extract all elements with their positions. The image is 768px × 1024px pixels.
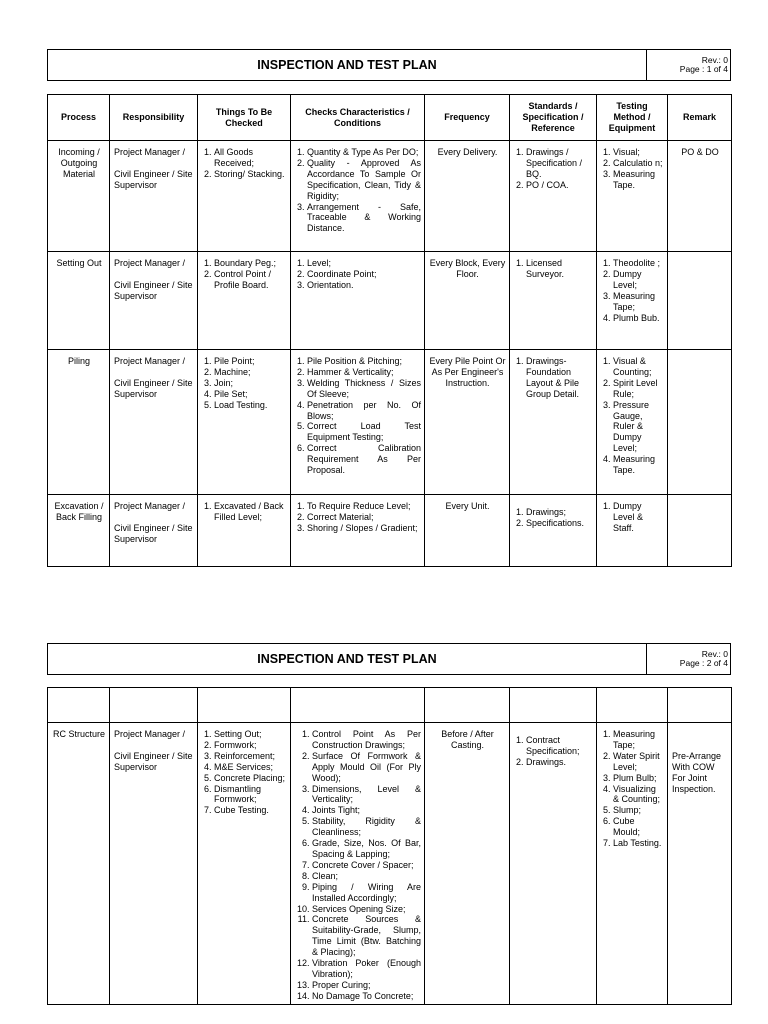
responsibility-cell bbox=[110, 495, 198, 567]
list-item: 3. Reinforcement; bbox=[214, 751, 287, 762]
testing-cell bbox=[597, 495, 668, 567]
list-item: 2. Coordinate Point; bbox=[307, 269, 421, 280]
list-item: 4. M&E Services; bbox=[214, 762, 287, 773]
list-item: 1. Level; bbox=[307, 258, 421, 269]
page2-header bbox=[47, 643, 731, 675]
standards-cell bbox=[510, 141, 597, 252]
list-item: 3. Orientation. bbox=[307, 280, 421, 291]
list-item: 2. Control Point / Profile Board. bbox=[214, 269, 287, 291]
responsibility-secondary: Civil Engineer / Site Supervisor bbox=[114, 279, 193, 301]
list-item: 3. Measuring Tape; bbox=[613, 291, 664, 313]
list-item: 1. Control Point As Per Construction Drawings; bbox=[312, 729, 421, 751]
list-item: 2. Quality - Approved As Accordance To Sample Or Specification, Clean, Tidy & Rigidity; bbox=[307, 158, 421, 202]
list-item: 1. Excavated / Back Filled Level; bbox=[214, 501, 287, 523]
list-item: 1. Pile Position & Pitching; bbox=[307, 356, 421, 367]
list-item: 2. PO / COA. bbox=[526, 180, 593, 191]
list-item: 1. Dumpy Level & Staff. bbox=[613, 501, 664, 534]
frequency-cell: Every Unit. bbox=[425, 495, 510, 567]
list-item: 3. Arrangement - Safe, Traceable & Working Distance. bbox=[307, 202, 421, 235]
responsibility-secondary: Civil Engineer / Site Supervisor bbox=[114, 377, 193, 399]
page2-rev: Rev.: 0 bbox=[701, 649, 728, 659]
page1-page-number: Page : 1 of 4 bbox=[679, 64, 728, 74]
col-responsibility-header: Responsibility bbox=[110, 95, 198, 141]
standards-cell bbox=[510, 350, 597, 495]
list-item: 3. Dimensions, Level & Verticality; bbox=[312, 784, 421, 806]
testing-cell bbox=[597, 350, 668, 495]
list-item: 1. Pile Point; bbox=[214, 356, 287, 367]
frequency-cell: Every Pile Point Or As Per Engineer's Instruction. bbox=[425, 350, 510, 495]
testing-cell bbox=[597, 723, 668, 1005]
list-item: 1. Setting Out; bbox=[214, 729, 287, 740]
list-item: 1. Licensed Surveyor. bbox=[526, 258, 593, 280]
page2-table bbox=[47, 687, 732, 1005]
checks-cell bbox=[291, 723, 425, 1005]
list-item: 7. Cube Testing. bbox=[214, 805, 287, 816]
responsibility-primary: Project Manager / bbox=[114, 501, 186, 511]
page1-header bbox=[47, 49, 731, 81]
responsibility-cell bbox=[110, 350, 198, 495]
responsibility-primary: Project Manager / bbox=[114, 356, 186, 366]
col-frequency-header: Frequency bbox=[425, 95, 510, 141]
process-cell: Incoming / Outgoing Material bbox=[48, 141, 110, 252]
things-cell bbox=[198, 495, 291, 567]
list-item: 6. Cube Mould; bbox=[613, 816, 664, 838]
list-item: 2. Correct Material; bbox=[307, 512, 421, 523]
list-item: 5. Correct Load Test Equipment Testing; bbox=[307, 421, 421, 443]
list-item: 5. Load Testing. bbox=[214, 400, 287, 411]
list-item: 8. Clean; bbox=[312, 871, 421, 882]
list-item: 2. Spirit Level Rule; bbox=[613, 378, 664, 400]
list-item: 1. Quantity & Type As Per DO; bbox=[307, 147, 421, 158]
standards-cell bbox=[510, 495, 597, 567]
responsibility-primary: Project Manager / bbox=[114, 729, 186, 739]
process-cell: Piling bbox=[48, 350, 110, 495]
frequency-cell: Every Delivery. bbox=[425, 141, 510, 252]
things-cell bbox=[198, 723, 291, 1005]
col-testing-header: Testing Method / Equipment bbox=[597, 95, 668, 141]
standards-cell bbox=[510, 723, 597, 1005]
process-cell: RC Structure bbox=[48, 723, 110, 1005]
list-item: 4. Plumb Bub. bbox=[613, 313, 664, 324]
list-item: 3. Welding Thickness / Sizes Of Sleeve; bbox=[307, 378, 421, 400]
remark-cell: PO & DO bbox=[668, 141, 732, 252]
page2-header-row bbox=[48, 688, 732, 723]
list-item: 9. Piping / Wiring Are Installed Accordingly; bbox=[312, 882, 421, 904]
list-item: 1. Drawings / Specification / BQ. bbox=[526, 147, 593, 180]
responsibility-cell bbox=[110, 252, 198, 350]
page1-title: INSPECTION AND TEST PLAN bbox=[257, 58, 437, 72]
list-item: 12. Vibration Poker (Enough Vibration); bbox=[312, 958, 421, 980]
things-cell bbox=[198, 252, 291, 350]
page1-rev: Rev.: 0 bbox=[701, 55, 728, 65]
frequency-cell: Before / After Casting. bbox=[425, 723, 510, 1005]
list-item: 2. Water Spirit Level; bbox=[613, 751, 664, 773]
list-item: 1. Drawings; bbox=[526, 507, 593, 518]
process-cell: Excavation / Back Filling bbox=[48, 495, 110, 567]
page1-header-row bbox=[48, 95, 732, 141]
list-item: 4. Measuring Tape. bbox=[613, 454, 664, 476]
col-process-header: Process bbox=[48, 95, 110, 141]
list-item: 3. Measuring Tape. bbox=[613, 169, 664, 191]
list-item: 4. Penetration per No. Of Blows; bbox=[307, 400, 421, 422]
list-item: 2. Hammer & Verticality; bbox=[307, 367, 421, 378]
list-item: 2. Formwork; bbox=[214, 740, 287, 751]
table-row bbox=[48, 495, 732, 567]
list-item: 2. Calculatio n; bbox=[613, 158, 664, 169]
list-item: 6. Dismantling Formwork; bbox=[214, 784, 287, 806]
responsibility-secondary: Civil Engineer / Site Supervisor bbox=[114, 522, 193, 544]
testing-cell bbox=[597, 252, 668, 350]
testing-cell bbox=[597, 141, 668, 252]
list-item: 1. All Goods Received; bbox=[214, 147, 287, 169]
list-item: 1. Visual; bbox=[613, 147, 664, 158]
list-item: 10. Services Opening Size; bbox=[312, 904, 421, 915]
table-row bbox=[48, 350, 732, 495]
col-checks-header: Checks Characteristics / Conditions bbox=[291, 95, 425, 141]
checks-cell bbox=[291, 495, 425, 567]
list-item: 3. Shoring / Slopes / Gradient; bbox=[307, 523, 421, 534]
list-item: 6. Grade, Size, Nos. Of Bar, Spacing & Lapping; bbox=[312, 838, 421, 860]
responsibility-cell bbox=[110, 723, 198, 1005]
col-standards-header: Standards / Specification / Reference bbox=[510, 95, 597, 141]
responsibility-secondary: Civil Engineer / Site Supervisor bbox=[114, 168, 193, 190]
list-item: 11. Concrete Sources & Suitability-Grade, Slump, Time Limit (Btw. Batching & Placing); bbox=[312, 914, 421, 958]
list-item: 5. Slump; bbox=[613, 805, 664, 816]
list-item: 2. Dumpy Level; bbox=[613, 269, 664, 291]
list-item: 2. Surface Of Formwork & Apply Mould Oil (For Ply Wood); bbox=[312, 751, 421, 784]
list-item: 1. Measuring Tape; bbox=[613, 729, 664, 751]
page1-revision-box bbox=[646, 50, 730, 80]
things-cell bbox=[198, 350, 291, 495]
remark-cell bbox=[668, 495, 732, 567]
list-item: 4. Joints Tight; bbox=[312, 805, 421, 816]
list-item: 4. Pile Set; bbox=[214, 389, 287, 400]
table-row bbox=[48, 141, 732, 252]
list-item: 7. Lab Testing. bbox=[613, 838, 664, 849]
list-item: 13. Proper Curing; bbox=[312, 980, 421, 991]
list-item: 4. Visualizing & Counting; bbox=[613, 784, 664, 806]
list-item: 2. Storing/ Stacking. bbox=[214, 169, 287, 180]
table-row bbox=[48, 252, 732, 350]
list-item: 1. Boundary Peg.; bbox=[214, 258, 287, 269]
list-item: 7. Concrete Cover / Spacer; bbox=[312, 860, 421, 871]
process-cell: Setting Out bbox=[48, 252, 110, 350]
list-item: 1. Theodolite ; bbox=[613, 258, 664, 269]
list-item: 2. Specifications. bbox=[526, 518, 593, 529]
list-item: 3. Join; bbox=[214, 378, 287, 389]
remark-cell: Pre-Arrange With COW For Joint Inspection. bbox=[668, 723, 732, 1005]
responsibility-secondary: Civil Engineer / Site Supervisor bbox=[114, 750, 193, 772]
remark-cell bbox=[668, 350, 732, 495]
list-item: 3. Pressure Gauge, Ruler & Dumpy Level; bbox=[613, 400, 664, 455]
list-item: 1. To Require Reduce Level; bbox=[307, 501, 421, 512]
page1-table bbox=[47, 94, 732, 567]
things-cell bbox=[198, 141, 291, 252]
list-item: 5. Stability, Rigidity & Cleanliness; bbox=[312, 816, 421, 838]
frequency-cell: Every Block, Every Floor. bbox=[425, 252, 510, 350]
list-item: 1. Visual & Counting; bbox=[613, 356, 664, 378]
list-item: 6. Correct Calibration Requirement As Per Proposal. bbox=[307, 443, 421, 476]
page2-revision-box bbox=[646, 644, 730, 674]
table-row bbox=[48, 723, 732, 1005]
checks-cell bbox=[291, 141, 425, 252]
list-item: 2. Machine; bbox=[214, 367, 287, 378]
responsibility-primary: Project Manager / bbox=[114, 147, 186, 157]
col-remark-header: Remark bbox=[668, 95, 732, 141]
page2-page-number: Page : 2 of 4 bbox=[679, 658, 728, 668]
responsibility-primary: Project Manager / bbox=[114, 258, 186, 268]
list-item: 3. Plum Bulb; bbox=[613, 773, 664, 784]
col-things-header: Things To Be Checked bbox=[198, 95, 291, 141]
remark-cell bbox=[668, 252, 732, 350]
list-item: 5. Concrete Placing; bbox=[214, 773, 287, 784]
page2-title: INSPECTION AND TEST PLAN bbox=[257, 652, 437, 666]
standards-cell bbox=[510, 252, 597, 350]
responsibility-cell bbox=[110, 141, 198, 252]
list-item: 14. No Damage To Concrete; bbox=[312, 991, 421, 1002]
list-item: 1. Contract Specification; bbox=[526, 735, 593, 757]
checks-cell bbox=[291, 350, 425, 495]
list-item: 1. Drawings- Foundation Layout & Pile Group Detail. bbox=[526, 356, 593, 400]
checks-cell bbox=[291, 252, 425, 350]
list-item: 2. Drawings. bbox=[526, 757, 593, 768]
